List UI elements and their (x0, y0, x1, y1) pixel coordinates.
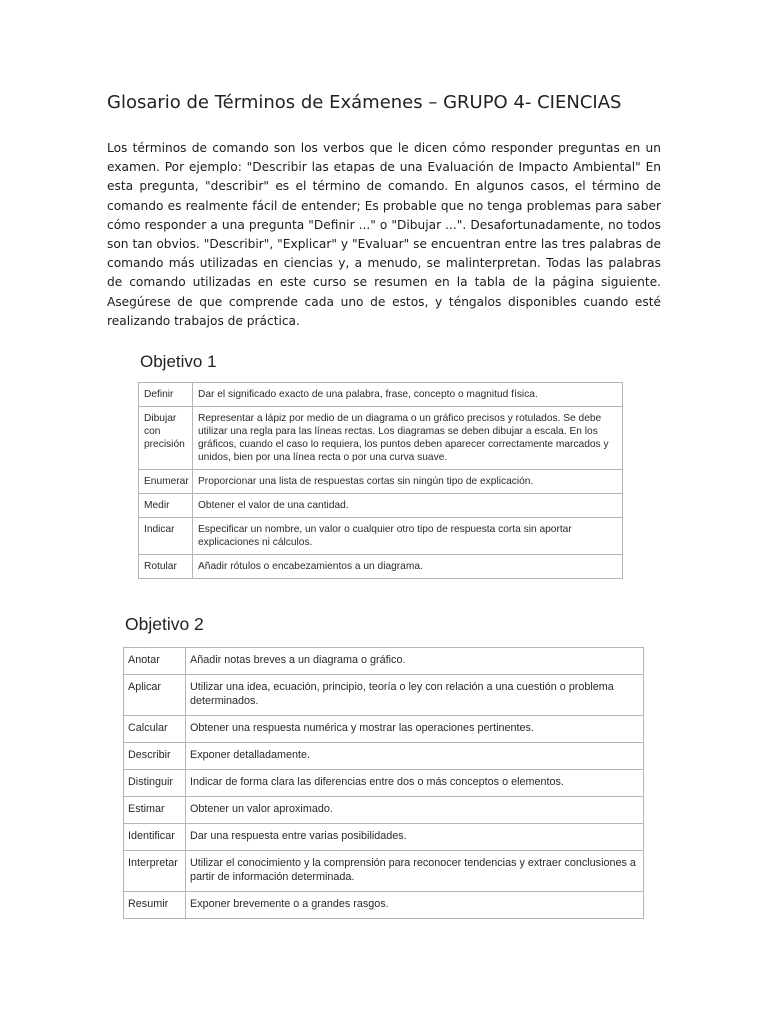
page-title: Glosario de Términos de Exámenes – GRUPO 4- CIENCIAS (107, 92, 622, 113)
term-cell: Interpretar (124, 851, 186, 892)
term-cell: Rotular (139, 555, 193, 579)
definition-cell: Dar el significado exacto de una palabra, frase, concepto o magnitud física. (193, 383, 623, 407)
section-heading-objetivo-2: Objetivo 2 (125, 614, 204, 634)
table-row (139, 518, 623, 555)
definition-cell: Exponer brevemente o a grandes rasgos. (186, 892, 644, 919)
term-cell: Resumir (124, 892, 186, 919)
definition-cell: Utilizar una idea, ecuación, principio, teoría o ley con relación a una cuestión o problema determinados. (186, 675, 644, 716)
definition-cell: Indicar de forma clara las diferencias entre dos o más conceptos o elementos. (186, 770, 644, 797)
definition-cell: Obtener el valor de una cantidad. (193, 494, 623, 518)
table-row (124, 648, 644, 675)
definition-cell: Especificar un nombre, un valor o cualquier otro tipo de respuesta corta sin aportar explicaciones ni cálculos. (193, 518, 623, 555)
term-cell: Calcular (124, 716, 186, 743)
term-cell: Indicar (139, 518, 193, 555)
table-row (124, 675, 644, 716)
table-row (139, 470, 623, 494)
table-row (124, 797, 644, 824)
definition-cell: Proporcionar una lista de respuestas cortas sin ningún tipo de explicación. (193, 470, 623, 494)
definition-cell: Obtener una respuesta numérica y mostrar las operaciones pertinentes. (186, 716, 644, 743)
table-row (124, 824, 644, 851)
term-cell: Enumerar (139, 470, 193, 494)
table-row (124, 743, 644, 770)
table-row (124, 770, 644, 797)
table-row (124, 716, 644, 743)
term-cell: Dibujar con precisión (139, 407, 193, 470)
term-cell: Identificar (124, 824, 186, 851)
intro-paragraph: Los términos de comando son los verbos que le dicen cómo responder preguntas en un examen. Por ejemplo: "Describir las etapas de una Evaluación de Impacto Ambiental" En esta pregunta, "describir" es el término de comando. En algunos casos, el término de comando es realmente fácil de entender; Es probable que no tenga problemas para saber cómo responder a una pregunta "Definir ..." o "Dibujar ...". Desafortunadamente, no todos son tan obvios. "Describir", "Explicar" y "Evaluar" se encuentran entre las tres palabras de comando más utilizadas en ciencias y, a menudo, se malinterpretan. Todas las palabras de comando utilizadas en este curso se resumen en la tabla de la página siguiente. Asegúrese de que comprende cada uno de estos, y téngalos disponibles cuando esté realizando trabajos de práctica. (107, 141, 661, 328)
definition-cell: Representar a lápiz por medio de un diagrama o un gráfico precisos y rotulados. Se debe utilizar una regla para las líneas rectas. Los diagramas se deben dibujar a escala. En los gráficos, cuando el caso lo requiera, los puntos deben aparecer correctamente marcados y unidos, bien por una línea recta o por una curva suave. (193, 407, 623, 470)
terms-table-objetivo-2 (123, 647, 644, 919)
term-cell: Distinguir (124, 770, 186, 797)
definition-cell: Dar una respuesta entre varias posibilidades. (186, 824, 644, 851)
table-row (139, 407, 623, 470)
term-cell: Aplicar (124, 675, 186, 716)
table-row (139, 555, 623, 579)
definition-cell: Utilizar el conocimiento y la comprensión para reconocer tendencias y extraer conclusiones a partir de información determinada. (186, 851, 644, 892)
definition-cell: Exponer detalladamente. (186, 743, 644, 770)
term-cell: Estimar (124, 797, 186, 824)
table-row (124, 851, 644, 892)
term-cell: Medir (139, 494, 193, 518)
definition-cell: Añadir notas breves a un diagrama o gráfico. (186, 648, 644, 675)
section-heading-objetivo-1: Objetivo 1 (140, 352, 217, 371)
term-cell: Anotar (124, 648, 186, 675)
table-row (139, 383, 623, 407)
terms-table-objetivo-1 (138, 382, 623, 579)
definition-cell: Obtener un valor aproximado. (186, 797, 644, 824)
table-row (124, 892, 644, 919)
definition-cell: Añadir rótulos o encabezamientos a un diagrama. (193, 555, 623, 579)
term-cell: Definir (139, 383, 193, 407)
table-row (139, 494, 623, 518)
term-cell: Describir (124, 743, 186, 770)
